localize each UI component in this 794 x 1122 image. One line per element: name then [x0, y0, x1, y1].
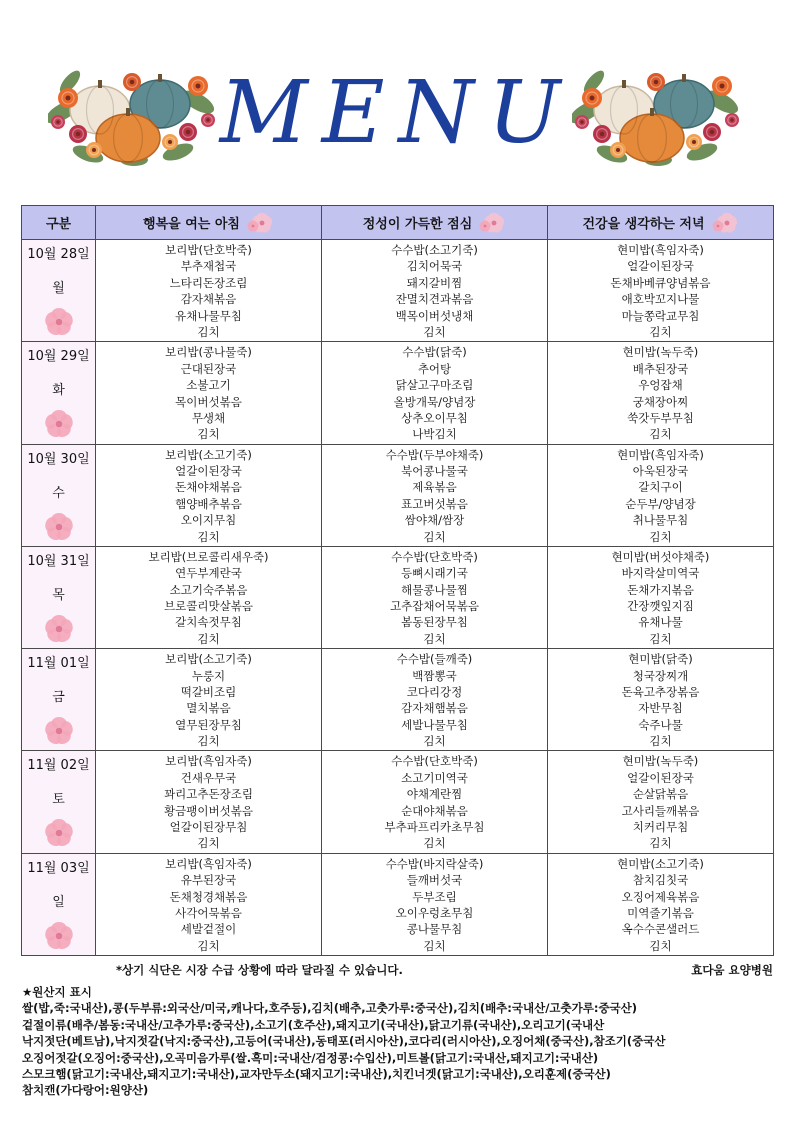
dish-item: 부추파프리카초무침 [384, 820, 485, 835]
origin-line: 겉절이류(배추/봄동:국내산/고추가루:중국산),소고기(호주산),돼지고기(국내산),닭고기류(국내산),오리고기(국내산 [22, 1017, 605, 1032]
dish-item: 김치 [423, 938, 446, 953]
dish-item: 보리밥(콩나물죽) [165, 345, 252, 360]
dish-item: 얼갈이된장국 [627, 770, 694, 785]
dish-item: 두부조림 [412, 889, 457, 904]
day-cell [22, 649, 96, 751]
dish-item: 보리밥(소고기죽) [165, 652, 252, 667]
origin-line: 오징어젓갈(오징어:중국산),오곡미음가루(쌀.흑미:국내산/검정콩:수입산),미트볼(닭고기:국내산,돼지고기:국내산) [22, 1050, 599, 1065]
dish-item: 올방개묵/양념장 [393, 394, 476, 409]
origin-line: ★원산지 표시 [22, 985, 92, 999]
breakfast-cell [96, 649, 322, 751]
dish-item: 김치 [423, 529, 446, 544]
dish-item: 세발나물무침 [401, 717, 468, 732]
dish-item: 수수밥(닭죽) [402, 345, 467, 360]
flower-icon [43, 715, 75, 747]
dish-item: 야채계란찜 [406, 787, 463, 802]
dish-item: 갈치속젓무침 [175, 615, 242, 630]
day-weekday: 목 [52, 587, 65, 603]
dish-item: 돈채야채볶음 [175, 480, 242, 495]
dish-item: 코다리강정 [406, 684, 463, 699]
dish-item: 표고버섯볶음 [401, 496, 468, 511]
breakfast-cell [96, 444, 322, 546]
dish-item: 콩나물무침 [406, 922, 463, 937]
dish-item: 김치 [197, 529, 220, 544]
flower-icon [478, 211, 506, 235]
dish-item: 오이우렁초무침 [395, 905, 474, 920]
dish-item: 세발겉절이 [180, 922, 237, 937]
dish-item: 수수밥(들깨죽) [396, 652, 473, 667]
dish-item: 간장깻잎지짐 [627, 599, 694, 614]
day-date: 10월 31일 [27, 553, 90, 569]
breakfast-cell [96, 342, 322, 444]
dish-item: 북어콩나물국 [401, 463, 468, 478]
dish-item: 소고기미역국 [401, 770, 468, 785]
breakfast-cell [96, 546, 322, 648]
day-cell [22, 546, 96, 648]
dish-item: 누룽지 [191, 668, 226, 683]
dish-item: 돈채청경채볶음 [169, 889, 248, 904]
origin-line: 스모크햄(닭고기:국내산,돼지고기:국내산),교자만두소(돼지고기:국내산),치킨너겟(닭고기:국내산),오리훈제(중국산) [22, 1067, 611, 1082]
dish-item: 고사리들깨볶음 [621, 803, 700, 818]
dish-item: 꽈리고추돈장조림 [164, 787, 253, 802]
dish-item: 김치 [423, 631, 446, 646]
dish-item: 얼갈이된장무침 [169, 820, 248, 835]
origin-line: 낙지젓단(베트남),낙지젓갈(낙지:중국산),고등어(국내산),동태포(러시아산),코다리(러시아산),오징어채(중국산),참조기(중국산 [22, 1034, 666, 1049]
dish-item: 보리밥(단호박죽) [165, 243, 252, 257]
dish-item: 김치 [649, 529, 672, 544]
dish-item: 김치 [197, 836, 220, 851]
dish-item: 보리밥(소고기죽) [165, 447, 252, 462]
dish-item: 등뼈시래기국 [401, 566, 468, 581]
dish-item: 현미밥(흑임자죽) [617, 447, 704, 462]
dish-item: 바지락살미역국 [621, 566, 700, 581]
dish-item: 유채나물 [638, 615, 683, 630]
dish-item: 나박김치 [412, 427, 457, 442]
dish-item: 감자채햄볶음 [401, 701, 468, 716]
dish-item: 우엉잡채 [638, 378, 683, 393]
dish-item: 현미밥(소고기죽) [617, 856, 704, 871]
dish-item: 쑥갓두부무침 [627, 410, 694, 425]
day-cell [22, 751, 96, 853]
hospital-name: 효다움 요양병원 [691, 963, 773, 977]
dish-item: 수수밥(단호박죽) [391, 549, 478, 564]
dish-item: 무생채 [191, 410, 226, 425]
dish-item: 김치 [423, 836, 446, 851]
header-dinner: 건강을 생각하는 저녁 [548, 206, 774, 240]
dish-item: 참치김칫국 [632, 873, 689, 888]
dish-item: 김치 [197, 631, 220, 646]
flower-icon [43, 408, 75, 440]
dish-item: 김치 [197, 734, 220, 749]
origin-info [22, 984, 782, 1099]
flower-icon [43, 613, 75, 645]
table-row [22, 342, 774, 444]
dish-item: 김치 [197, 427, 220, 442]
day-weekday: 금 [52, 690, 65, 706]
table-row [22, 444, 774, 546]
table-row [22, 853, 774, 955]
dinner-cell [548, 649, 774, 751]
flower-icon [246, 211, 274, 235]
dish-item: 현미밥(녹두죽) [622, 345, 699, 360]
breakfast-cell [96, 751, 322, 853]
lunch-cell [322, 546, 548, 648]
dish-item: 돼지갈비찜 [406, 275, 463, 290]
dish-item: 잔멸치견과볶음 [395, 292, 474, 307]
dish-item: 얼갈이된장국 [175, 463, 242, 478]
day-date: 11월 02일 [27, 758, 90, 774]
dish-item: 브로콜리맛살볶음 [164, 599, 253, 614]
flower-icon [43, 306, 75, 338]
dish-item: 근대된장국 [180, 361, 237, 376]
lunch-cell [322, 853, 548, 955]
dish-item: 연두부계란국 [175, 566, 242, 581]
dish-item: 고추잡채어묵볶음 [390, 599, 479, 614]
lunch-cell [322, 444, 548, 546]
dish-item: 현미밥(녹두죽) [622, 754, 699, 769]
day-date: 11월 01일 [27, 656, 90, 672]
dish-item: 김치 [197, 938, 220, 953]
dish-item: 봄동된장무침 [401, 615, 468, 630]
day-date: 10월 28일 [27, 247, 90, 262]
dish-item: 황금팽이버섯볶음 [164, 803, 253, 818]
dish-item: 궁채장아찌 [632, 394, 689, 409]
origin-line: 참치캔(가다랑어:원양산) [22, 1083, 149, 1098]
dish-item: 숙주나물 [638, 717, 683, 732]
table-header-row [22, 206, 774, 240]
dish-item: 김치 [649, 325, 672, 340]
dinner-cell [548, 342, 774, 444]
dish-item: 배추된장국 [632, 361, 689, 376]
dish-item: 수수밥(두부야채죽) [385, 447, 484, 462]
dish-item: 느타리돈장조림 [169, 275, 248, 290]
menu-change-note: *상기 식단은 시장 수급 상황에 따라 달라질 수 있습니다. [116, 963, 403, 977]
dish-item: 보리밥(브로콜리새우죽) [148, 549, 269, 564]
day-cell [22, 240, 96, 342]
dish-item: 돈채바베큐양념볶음 [610, 275, 711, 290]
day-weekday: 수 [52, 485, 65, 501]
header-breakfast: 행복을 여는 아침 [96, 206, 322, 240]
lunch-cell [322, 751, 548, 853]
dish-item: 자반무침 [638, 701, 683, 716]
dish-item: 옥수수콘샐러드 [621, 922, 700, 937]
dish-item: 돈육고추장볶음 [621, 684, 700, 699]
dish-item: 애호박꼬지나물 [621, 292, 700, 307]
dish-item: 김치 [423, 734, 446, 749]
table-row [22, 546, 774, 648]
dish-item: 추어탕 [417, 361, 452, 376]
dish-item: 수수밥(단호박죽) [391, 754, 478, 769]
dish-item: 소불고기 [186, 378, 231, 393]
lunch-cell [322, 342, 548, 444]
dish-item: 소고기숙주볶음 [169, 582, 248, 597]
dish-item: 해물콩나물찜 [401, 582, 468, 597]
flower-icon [43, 511, 75, 543]
dish-item: 순살닭볶음 [632, 787, 689, 802]
lunch-cell [322, 649, 548, 751]
dish-item: 현미밥(닭죽) [628, 652, 693, 667]
dish-item: 부추재첩국 [180, 259, 237, 274]
dish-item: 아욱된장국 [632, 463, 689, 478]
dish-item: 취나물무침 [632, 513, 689, 528]
table-row [22, 649, 774, 751]
dish-item: 백목이버섯냉채 [395, 308, 474, 323]
day-cell [22, 444, 96, 546]
dish-item: 김치 [649, 938, 672, 953]
dish-item: 오징어제육볶음 [621, 889, 700, 904]
dinner-cell [548, 853, 774, 955]
dish-item: 김치어묵국 [406, 259, 463, 274]
day-weekday: 화 [52, 383, 65, 399]
day-date: 10월 30일 [27, 451, 90, 467]
dish-item: 청국장찌개 [632, 668, 689, 683]
dish-item: 쌈야채/쌈장 [404, 513, 465, 528]
dish-item: 치커리무침 [632, 820, 689, 835]
dish-item: 유부된장국 [180, 873, 237, 888]
dish-item: 제육볶음 [412, 480, 457, 495]
dish-item: 멸치볶음 [186, 701, 231, 716]
breakfast-cell [96, 853, 322, 955]
dinner-cell [548, 751, 774, 853]
dish-item: 마늘쫑락교무침 [621, 308, 700, 323]
origin-line: 쌀(밥,죽:국내산),콩(두부류:외국산/미국,캐나다,호주등),김치(배추,고춧가루:중국산),김치(배추:국내산/고춧가루:중국산) [22, 1001, 638, 1016]
dish-item: 김치 [197, 325, 220, 340]
dish-item: 수수밥(바지락살죽) [385, 856, 484, 871]
header-category: 구분 [22, 206, 96, 240]
header-lunch: 정성이 가득한 점심 [322, 206, 548, 240]
dish-item: 얼갈이된장국 [627, 259, 694, 274]
day-weekday: 토 [52, 792, 65, 808]
day-weekday: 월 [52, 281, 65, 296]
dinner-cell [548, 240, 774, 342]
flower-icon [711, 211, 739, 235]
dish-item: 백짬뽕국 [412, 668, 457, 683]
dish-item: 김치 [423, 325, 446, 340]
dish-item: 수수밥(소고기죽) [391, 243, 478, 257]
flower-icon [43, 920, 75, 952]
dinner-cell [548, 546, 774, 648]
day-cell [22, 342, 96, 444]
dish-item: 현미밥(버섯야채죽) [611, 549, 710, 564]
dish-item: 미역줄기볶음 [627, 905, 694, 920]
dish-item: 돈채가지볶음 [627, 582, 694, 597]
day-date: 11월 03일 [27, 860, 90, 876]
flower-icon [43, 817, 75, 849]
dish-item: 김치 [649, 836, 672, 851]
dish-item: 사각어묵볶음 [175, 905, 242, 920]
dish-item: 열무된장무침 [175, 717, 242, 732]
dish-item: 보리밥(흑임자죽) [165, 856, 252, 871]
dish-item: 떡갈비조림 [180, 684, 237, 699]
dish-item: 현미밥(흑임자죽) [617, 243, 704, 257]
dish-item: 감자채볶음 [180, 292, 237, 307]
dish-item: 닭살고구마조림 [395, 378, 474, 393]
day-date: 10월 29일 [27, 349, 90, 365]
dish-item: 들깨버섯국 [406, 873, 463, 888]
dish-item: 김치 [649, 427, 672, 442]
dish-item: 유채나물무침 [175, 308, 242, 323]
dish-item: 김치 [649, 734, 672, 749]
dish-item: 보리밥(흑임자죽) [165, 754, 252, 769]
dinner-cell [548, 444, 774, 546]
breakfast-cell [96, 240, 322, 342]
day-weekday: 일 [52, 894, 65, 910]
page-title: MENU [219, 63, 575, 163]
dish-item: 김치 [649, 631, 672, 646]
dish-item: 건새우무국 [180, 770, 237, 785]
menu-table [21, 205, 774, 956]
dish-item: 오이지무침 [180, 513, 237, 528]
dish-item: 순두부/양념장 [625, 496, 696, 511]
table-row [22, 751, 774, 853]
dish-item: 목이버섯볶음 [175, 394, 242, 409]
dish-item: 햄양배추볶음 [175, 496, 242, 511]
dish-item: 갈치구이 [638, 480, 683, 495]
day-cell [22, 853, 96, 955]
table-row [22, 240, 774, 342]
dish-item: 상추오이무침 [401, 410, 468, 425]
lunch-cell [322, 240, 548, 342]
dish-item: 순대야채볶음 [401, 803, 468, 818]
